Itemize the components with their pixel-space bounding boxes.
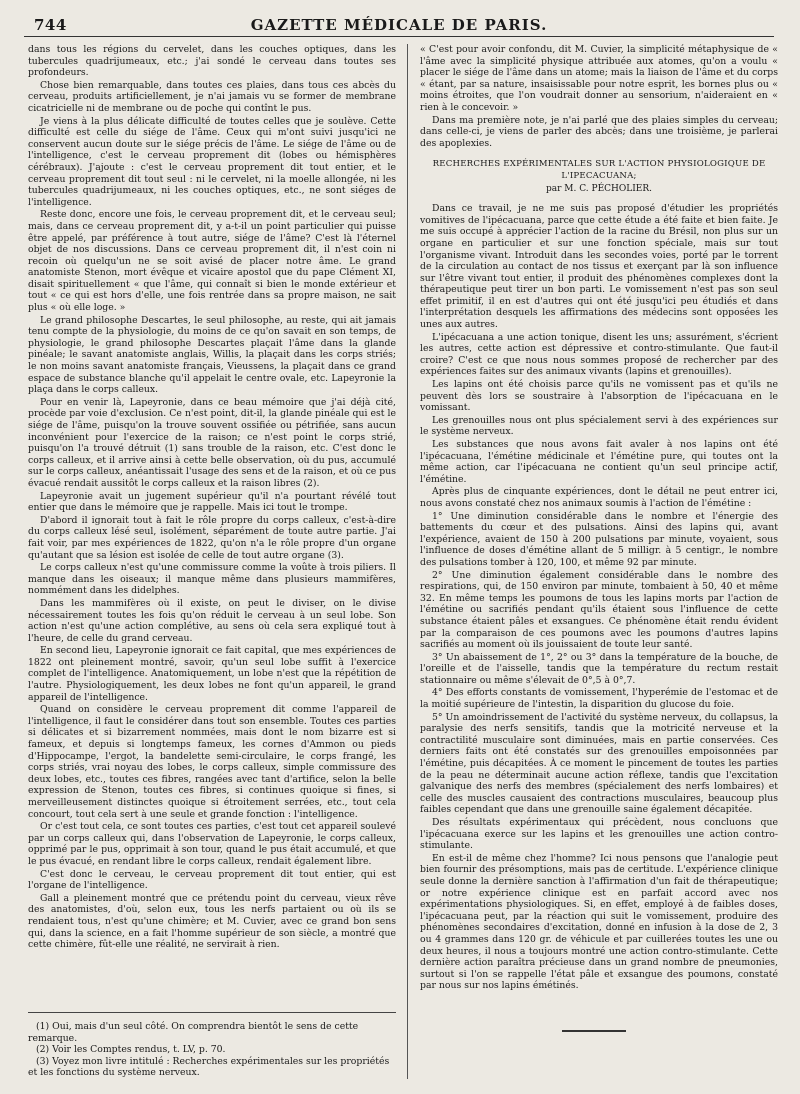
- paragraph: Reste donc, encore une fois, le cerveau proprement dit, et le cerveau seul; mais, dans ce cerveau proprement dit, y a-t-il un point particulier qui puisse être appelé, par préférence à tout autre, siége de l'âme? C'est là l'éternel objet de nos discussions. Dans ce cerveau proprement dit, il n'est coin ni recoin où quelqu'un ne se soit avisé de placer notre âme. Le grand anatomiste Stenon, mort évêque et vicaire apostol que du pape Clément XI, disait spirituellement « que l'âme, qui connaît si bien le monde extérieur et tout « ce qui est hors d'elle, une fois rentrée dans sa propre maison, ne sait plus « où elle loge. »: [28, 209, 396, 314]
- paragraph: C'est donc le cerveau, le cerveau proprement dit tout entier, qui est l'organe de l'intelligence.: [28, 868, 396, 892]
- right-column: [420, 44, 778, 994]
- paragraph: Or c'est tout cela, ce sont toutes ces parties, c'est tout cet appareil soulevé par un corps calleux qui, dans l'observation de Lapeyronie, le corps calleux, opprimé par le pus, opprimait à son tour, quand le pus était accumulé, et que le pus évacué, en rendant libre le corps calleux, rendait également libre.: [28, 821, 396, 867]
- paragraph: L'ipécacuana a une action tonique, disent les uns; assurément, s'écrient les autres, cette action est dépressive et contro-stimulante. Que faut-il croire? C'est ce que nous nous sommes proposé de rechercher par des expériences faites sur des animaux vivants (lapins et grenouilles).: [420, 331, 778, 378]
- paragraph: Les substances que nous avons fait avaler à nos lapins ont été l'ipécacuana, l'émétine médicinale et l'émétine pure, qui toutes ont la même action, car l'ipécacuana ne contient qu'un seul principe actif, l'émétine.: [420, 439, 778, 485]
- paragraph: Lapeyronie avait un jugement supérieur qu'il n'a pourtant révélé tout entier que dans le mémoire que je rappelle. Mais ici tout le trompe.: [28, 490, 396, 514]
- footnote: (2) Voir les Comptes rendus, t. LV, p. 70.: [36, 1044, 226, 1056]
- paragraph: Pour en venir là, Lapeyronie, dans ce beau mémoire que j'ai déjà cité, procède par voie d'exclusion. Ce n'est point, dit-il, la glande pinéale qui est le siége de l'âme, puisqu'on la trouve souvent ossifiée ou pétrifiée, sans aucun inconvénient pour l'exercice de la raison; ce n'est point le corps strié, puisqu'on l'a trouvé détruit (1) sans trouble de la raison, etc. C'est donc le corps calleux, et il arrive ainsi à cette belle observation, où du pus, accumulé sur le corps calleux, anéantissait l'usage des sens et de la raison, et où ce pus évacué rendait aussitôt le corps calleux et la raison libres (2).: [28, 396, 396, 489]
- paragraph: Je viens à la plus délicate difficulté de toutes celles que je soulève. Cette difficulté est celle du siége de l'âme. Ceux qui m'ont suivi jusqu'ici ne conservent aucun doute sur le siége précis de l'âme. Le siége de l'âme ou de l'intelligence, c'est le cerveau proprement dit (lobes ou hémisphères cérébraux). J'ajoute : c'est le cerveau proprement dit tout entier, et le cerveau proprement dit tout seul : ni le cervelet, ni la moelle allongée, ni les tubercules quadrijumeaux, ni les couches optiques, etc., ne sont siéges de l'intelligence.: [28, 115, 396, 208]
- cuvier-quote: « C'est pour avoir confondu, dit M. Cuvier, la simplicité métaphysique de « l'âme avec la simplicité physique attribuée aux atomes, qu'on a voulu « placer le siége de l'âme dans un atome; mais la liaison de l'âme et du corps « étant, par sa nature, insaisissable pour notre esprit, les bornes plus ou « moins étroites, que l'on voudrait donner au sensorium, n'aideraient en « rien à le concevoir. »: [420, 44, 778, 113]
- paragraph: En est-il de même chez l'homme? Ici nous pensons que l'analogie peut bien fournir des présomptions, mais pas de certitude. L'expérience clinique seule donne la dernière sanction à l'affirmation d'un fait de thérapeutique; or notre expérience clinique est en parfait accord avec nos expérimentations physiologiques. Si, en effet, employé à de faibles doses, l'ipécacuana peut, par la réaction qui suit le vomissement, produire des phénomènes secondaires d'excitation, donné en infusion à la dose de 2, 3 ou 4 grammes dans 120 gr. de véhicule et par cuillerées toutes les une ou deux heures, il nous a toujours montré une action contro-stimulante. Cette dernière action paraîtra précieuse dans un grand nombre de pneumonies, surtout si l'on se rappelle l'état pâle et exsangue des poumons, constaté par nous sur nos lapins émétinés.: [420, 852, 778, 992]
- article-title: RECHERCHES EXPÉRIMENTALES SUR L'ACTION PHYSIOLOGIQUE DE L'IPECACUANA;: [432, 159, 766, 181]
- paragraph: Les lapins ont été choisis parce qu'ils ne vomissent pas et qu'ils ne peuvent dès lors se soustraire à l'absorption de l'ipécacuana en le vomissant.: [420, 379, 778, 414]
- footnote: (1) Oui, mais d'un seul côté. On comprendra bientôt le sens de cette remarque.: [28, 1021, 359, 1044]
- paragraph: Quand on considère le cerveau proprement dit comme l'appareil de l'intelligence, il faut le considérer dans tout son ensemble. Toutes ces parties si délicates et si bizarrement nommées, mais dont le nom bizarre est si fameux, et depuis si longtemps fameux, les cornes d'Ammon ou pieds d'Hippocampe, l'ergot, la bandelette semi-circulaire, le corps frangé, les corps striés, vrai noyau des lobes, le corps calleux, simple commissure des deux lobes, etc., toutes ces fibres, rangées avec tant d'artifice, selon la belle expression de Stenon, toutes ces fibres, si continues quoique si fines, si merveilleusement distinctes quoique si étroitement serrées, etc., tout cela concourt, tout cela sert à une seule et grande fonction : l'intelligence.: [28, 704, 396, 820]
- journal-title: GAZETTE MÉDICALE DE PARIS.: [250, 16, 548, 34]
- paragraph: 4° Des efforts constants de vomissement, l'hyperémie de l'estomac et de la moitié supérieure de l'intestin, la disparition du glucose du foie.: [420, 687, 778, 711]
- page-header: [24, 14, 774, 37]
- left-column: [28, 44, 396, 1084]
- paragraph: Dans les mammifères où il existe, on peut le diviser, on le divise nécessairement toutes les fois qu'on réduit le cerveau à un seul lobe. Son action n'est qu'une action complétive, au sens où cela sera expliqué tout à l'heure, de celle du grand cerveau.: [28, 597, 396, 644]
- paragraph: 5° Un amoindrissement de l'activité du système nerveux, du collapsus, la paralysie des nerfs sensitifs, tandis que la motricité nerveuse et la contractilité musculaire sont diminuées, mais en partie conservées. Ces derniers faits ont été constatés sur des grenouilles empoisonnées par l'émétine, puis décapitées. À ce moment le pincement de toutes les parties de la peau ne déterminait aucune action réflexe, tandis que l'excitation galvanique des nerfs des membres (spécialement des nerfs lombaires) et celle des muscles causaient des contractions musculaires, beaucoup plus faibles cependant que dans une grenouille saine également décapitée.: [420, 711, 778, 816]
- paragraph: dans tous les régions du cervelet, dans les couches optiques, dans les tubercules quadrijumeaux, etc.; j'ai sondé le cerveau dans toutes ses profondeurs.: [28, 44, 396, 79]
- footnotes: [28, 1012, 396, 1079]
- footnote: (3) Voyez mon livre intitulé : Recherches expérimentales sur les propriétés et les fonctions du système nerveux.: [28, 1055, 390, 1079]
- paragraph: Le grand philosophe Descartes, le seul philosophe, au reste, qui ait jamais tenu compte de la physiologie, du moins de ce qu'on savait en son temps, de physiologie, le grand philosophe Descartes plaçait l'âme dans la glande pinéale; le savant anatomiste anglais, Willis, la plaçait dans les corps striés; le non moins savant anatomiste français, Vieussens, la plaçait dans ce grand espace de substance blanche qu'il appelait le centre ovale, etc. Lapeyronie la plaça dans le corps calleux.: [28, 314, 396, 396]
- paragraph: En second lieu, Lapeyronie ignorait ce fait capital, que mes expériences de 1822 ont pleinement montré, savoir, qu'un seul lobe suffit à l'exercice complet de l'intelligence. Anatomiquement, un lobe n'est que la répétition de l'autre. Physiologiquement, les deux lobes ne font qu'un appareil, le grand appareil de l'intelligence.: [28, 645, 396, 703]
- article-author: par M. C. PÉCHOLIER.: [546, 183, 652, 194]
- paragraph: Le corps calleux n'est qu'une commissure comme la voûte à trois piliers. Il manque dans les oiseaux; il manque même dans plusieurs mammifères, nommément dans les didelphes.: [28, 562, 396, 597]
- paragraph: Chose bien remarquable, dans toutes ces plaies, dans tous ces abcès du cerveau, produits artificiellement, je n'ai jamais vu se former de membrane cicatricielle ni de membrane ou de poche qui contînt le pus.: [28, 79, 396, 114]
- paragraph: D'abord il ignorait tout à fait le rôle propre du corps calleux, c'est-à-dire du corps calleux lésé seul, isolément, séparément de toute autre partie. J'ai fait voir, par mes expériences de 1822, qu'on n'a le rôle propre d'un organe qu'autant que sa lésion est isolée de celle de tout autre organe (3).: [28, 514, 396, 561]
- paragraph: 2° Une diminution également considérable dans le nombre des respirations, qui, de 150 environ par minute, tombaient à 50, 40 et même 32. En même temps les poumons de tous les lapins morts par l'action de l'émétine ou sacrifiés pendant qu'ils étaient sous l'influence de cette substance étaient pâles et exsangues. Ce phénomène était rendu évident par la comparaison de ces poumons avec les poumons d'autres lapins sacrifiés au moment où ils jouissaient de toute leur santé.: [420, 569, 778, 651]
- paragraph: Dans ma première note, je n'ai parlé que des plaies simples du cerveau; dans celle-ci, je viens de parler des abcès; dans une troisième, je parlerai des apoplexies.: [420, 114, 778, 149]
- paragraph: 1° Une diminution considérable dans le nombre et l'énergie des battements du cœur et des pulsations. Ainsi des lapins qui, avant l'expérience, avaient de 150 à 200 pulsations par minute, voyaient, sous l'influence de doses d'émétine allant de 5 milligr. à 5 centigr., le nombre des pulsations tomber à 120, 100, et même 92 par minute.: [420, 510, 778, 568]
- paragraph: Les grenouilles nous ont plus spécialement servi à des expériences sur le système nerveux.: [420, 414, 778, 438]
- section-end-rule: [562, 1030, 626, 1032]
- column-divider: [407, 44, 408, 1079]
- paragraph: Après plus de cinquante expériences, dont le détail ne peut entrer ici, nous avons constaté chez nos animaux soumis à l'action de l'émétine :: [420, 486, 778, 509]
- paragraph: Des résultats expérimentaux qui précèdent, nous concluons que l'ipécacuana exerce sur les lapins et les grenouilles une action contro-stimulante.: [420, 817, 778, 852]
- paragraph: 3° Un abaissement de 1°, 2° ou 3° dans la température de la bouche, de l'oreille et de l'aisselle, tandis que la température du rectum restait stationnaire ou même s'élevait de 0°,5 à 0°,7.: [420, 651, 778, 686]
- paragraph: Gall a pleinement montré que ce prétendu point du cerveau, vieux rêve des anatomistes, d'où, selon eux, tous les nerfs partaient ou où ils se rendaient tous, n'est qu'une chimère; et M. Cuvier, avec ce grand bon sens qui, dans la science, en a fait l'homme supérieur de son siècle, a montré que cette chimère, fût-elle une réalité, ne servirait à rien.: [28, 892, 396, 951]
- paragraph: Dans ce travail, je ne me suis pas proposé d'étudier les propriétés vomitives de l'ipécacuana, parce que cette étude a été faite et bien faite. Je me suis occupé à apprécier l'action de la racine du Brésil, non plus sur un organe en particulier et sur une fonction spéciale, mais sur tout l'organisme vivant. Introduit dans les secondes voies, porté par le torrent de la circulation au contact de nos tissus et exerçant par là son influence sur l'être vivant tout entier, il produit des phénomènes complexes dont la thérapeutique peut tirer un bon parti. Le vomissement n'est pas son seul effet primitif, il en est d'autres qui ont été jusqu'ici peu étudiés et dans l'interprétation desquels les affirmations des médecins sont opposées les unes aux autres.: [420, 203, 778, 331]
- page-number: 744: [34, 16, 67, 34]
